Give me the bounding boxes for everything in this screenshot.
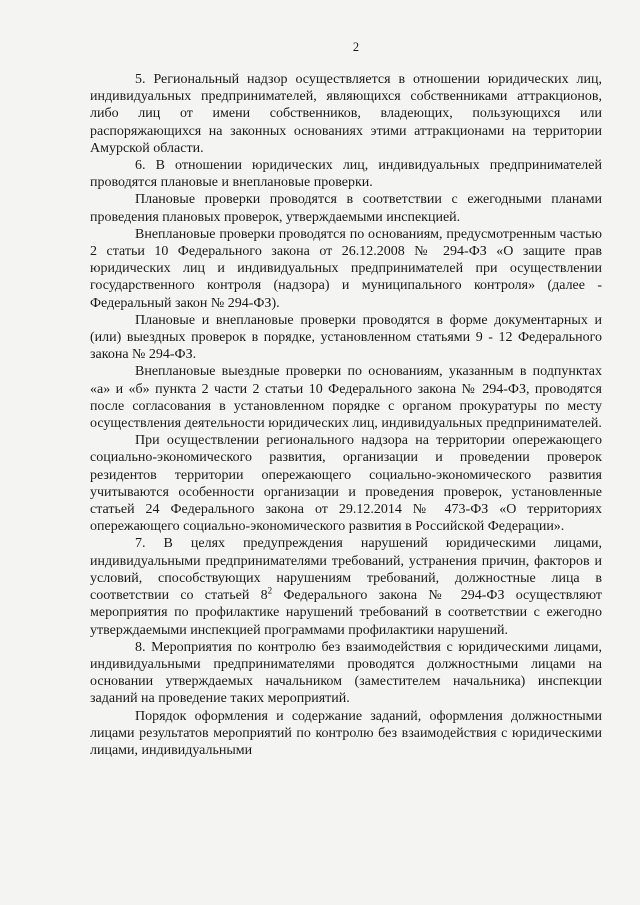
paragraph-5: 5. Региональный надзор осуществляется в отношении юридических лиц, индивидуальных предпринимателей, являющихся собственниками аттракционов, либо лиц от имени собственников, владеющих, пользующихся или распоряжающихся на законных основаниях этими аттракционами на территории Амурской области. [90, 72, 602, 156]
paragraph-6-tor: При осуществлении регионального надзора на территории опережающего социально-экономического развития, организации и проведении проверок резидентов территории опережающего социально-экономического развития учитываются особенности организации и проведения проверок, установленные статьей 24 Федерального закона от 29.12.2014 № 473-ФЗ «О территориях опережающего социально-экономического развития в Российской Федерации». [90, 433, 602, 535]
superscript: 2 [267, 585, 273, 596]
paragraph-6-unplanned: Внеплановые проверки проводятся по основаниям, предусмотренным частью 2 статьи 10 Федерального закона от 26.12.2008 № 294-ФЗ «О защите прав юридических лиц и индивидуальных предпринимателей при осуществлении государственного контроля (надзора) и муниципального контроля» (далее - Федеральный закон № 294-ФЗ). [90, 226, 602, 311]
paragraph-7-part2: Федерального закона № 294-ФЗ осуществляют мероприятия по профилактике нарушений требований в соответствии с ежегодно утверждаемыми инспекцией программами профилактики нарушений. [90, 588, 602, 638]
paragraph-6-planned: Плановые проверки проводятся в соответствии с ежегодными планами проведения плановых проверок, утверждаемыми инспекцией. [90, 192, 602, 225]
page-number: 2 [352, 40, 360, 54]
paragraph-8: 8. Мероприятия по контролю без взаимодействия с юридическими лицами, индивидуальными предпринимателями проводятся должностными лицами на основании утверждаемых начальником (заместителем начальника) инспекции заданий на проведение таких мероприятий. [90, 639, 602, 707]
paragraph-7-part1: 7. В целях предупреждения нарушений юридическими лицами, индивидуальными предпринимателями требований, устранения причин, факторов и условий, способствующих нарушениям требований, должностные лица в соответствии со статьей 8 [90, 536, 602, 604]
paragraph-7 [90, 535, 602, 638]
paragraph-6-form: Плановые и внеплановые проверки проводятся в форме документарных и (или) выездных проверок в порядке, установленном статьями 9 - 12 Федерального закона № 294-ФЗ. [90, 312, 602, 363]
paragraph-6: 6. В отношении юридических лиц, индивидуальных предпринимателей проводятся плановые и внеплановые проверки. [90, 158, 602, 191]
paragraph-8-order: Порядок оформления и содержание заданий, оформления должностными лицами результатов мероприятий по контролю без взаимодействия с юридическими лицами, индивидуальными [90, 708, 602, 758]
paragraph-6-onsite: Внеплановые выездные проверки по основаниям, указанным в подпунктах «а» и «б» пункта 2 части 2 статьи 10 Федерального закона № 294-ФЗ, проводятся после согласования в установленном порядке с органом прокуратуры по месту осуществления деятельности юридических лиц, индивидуальных предпринимателей. [90, 364, 602, 432]
